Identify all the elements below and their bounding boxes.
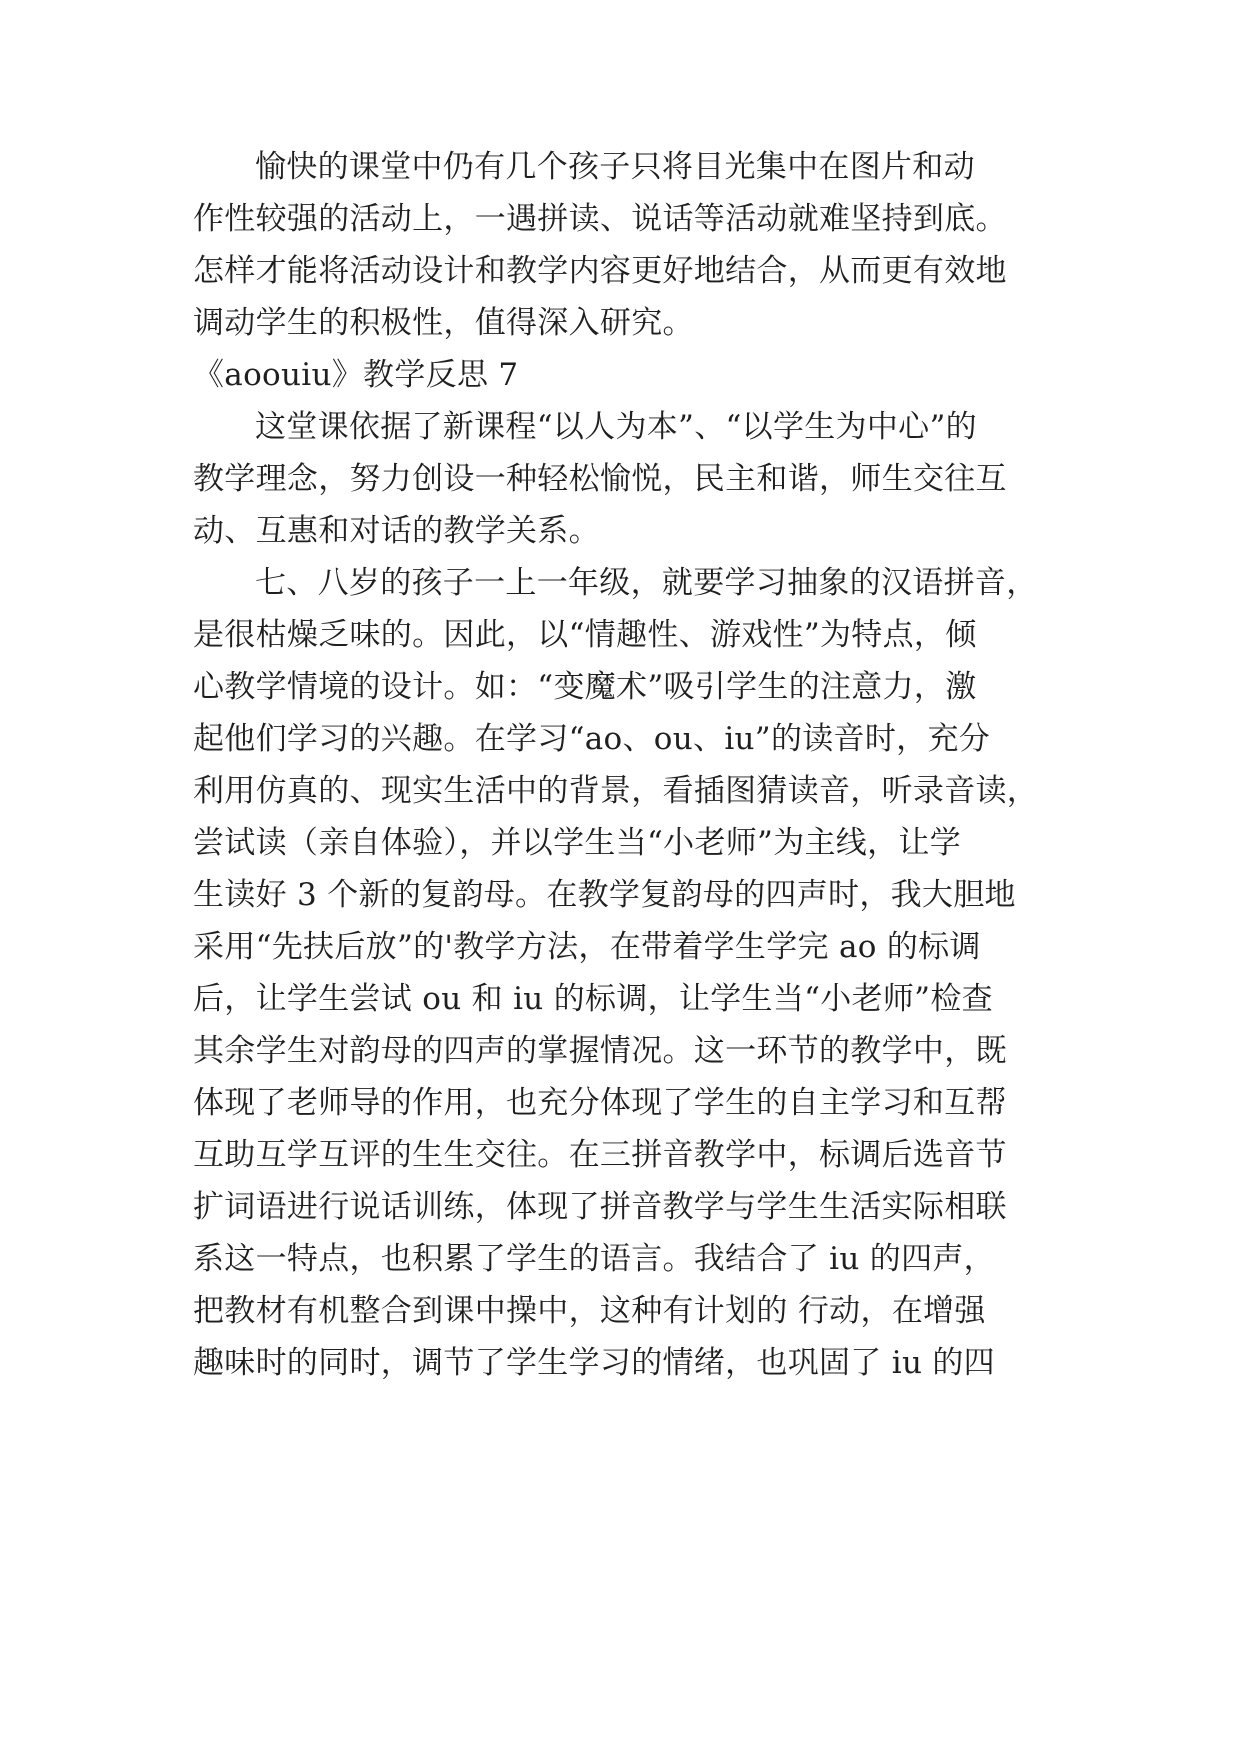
para3-line-12: 互助互学互评的生生交往。在三拼音教学中，标调后选音节 bbox=[193, 1137, 1007, 1173]
section-heading: 《aoouiu》教学反思 7 bbox=[193, 357, 519, 393]
para3-line-15: 把教材有机整合到课中操中，这种有计划的 行动，在增强 bbox=[193, 1293, 986, 1329]
para2-line-2: 教学理念，努力创设一种轻松愉悦，民主和谐，师生交往互 bbox=[193, 461, 1007, 497]
para3-line-16: 趣味时的同时，调节了学生学习的情绪，也巩固了 iu 的四 bbox=[193, 1345, 995, 1381]
para3-line-14: 系这一特点，也积累了学生的语言。我结合了 iu 的四声， bbox=[193, 1241, 995, 1277]
para2-line-3: 动、互惠和对话的教学关系。 bbox=[193, 513, 600, 549]
para3-line-8: 采用“先扶后放”的'教学方法，在带着学生学完 ao 的标调 bbox=[193, 929, 981, 965]
para3-line-2: 是很枯燥乏味的。因此，以“情趣性、游戏性”为特点，倾 bbox=[193, 617, 977, 653]
para1-line-1: 愉快的课堂中仍有几个孩子只将目光集中在图片和动 bbox=[255, 149, 975, 185]
para3-line-10: 其余学生对韵母的四声的掌握情况。这一环节的教学中，既 bbox=[193, 1033, 1007, 1069]
para3-line-4: 起他们学习的兴趣。在学习“ao、ou、iu”的读音时，充分 bbox=[193, 721, 991, 757]
para3-line-9: 后，让学生尝试 ou 和 iu 的标调，让学生当“小老师”检查 bbox=[193, 981, 993, 1017]
para3-line-6: 尝试读（亲自体验），并以学生当“小老师”为主线，让学 bbox=[193, 825, 961, 861]
para3-line-13: 扩词语进行说话训练，体现了拼音教学与学生生活实际相联 bbox=[193, 1189, 1007, 1225]
para3-line-1: 七、八岁的孩子一上一年级，就要学习抽象的汉语拼音， bbox=[255, 565, 1038, 601]
para1-line-4: 调动学生的积极性，值得深入研究。 bbox=[193, 305, 694, 341]
para1-line-2: 作性较强的活动上，一遇拼读、说话等活动就难坚持到底。 bbox=[193, 201, 1007, 237]
para3-line-3: 心教学情境的设计。如：“变魔术”吸引学生的注意力，激 bbox=[193, 669, 977, 705]
para1-line-3: 怎样才能将活动设计和教学内容更好地结合，从而更有效地 bbox=[193, 253, 1007, 289]
para3-line-11: 体现了老师导的作用，也充分体现了学生的自主学习和互帮 bbox=[193, 1085, 1007, 1121]
para2-line-1: 这堂课依据了新课程“以人为本”、“以学生为中心”的 bbox=[255, 409, 977, 445]
para3-line-5: 利用仿真的、现实生活中的背景，看插图猜读音，听录音读， bbox=[193, 773, 1039, 809]
para3-line-7: 生读好 3 个新的复韵母。在教学复韵母的四声时，我大胆地 bbox=[193, 877, 1016, 913]
